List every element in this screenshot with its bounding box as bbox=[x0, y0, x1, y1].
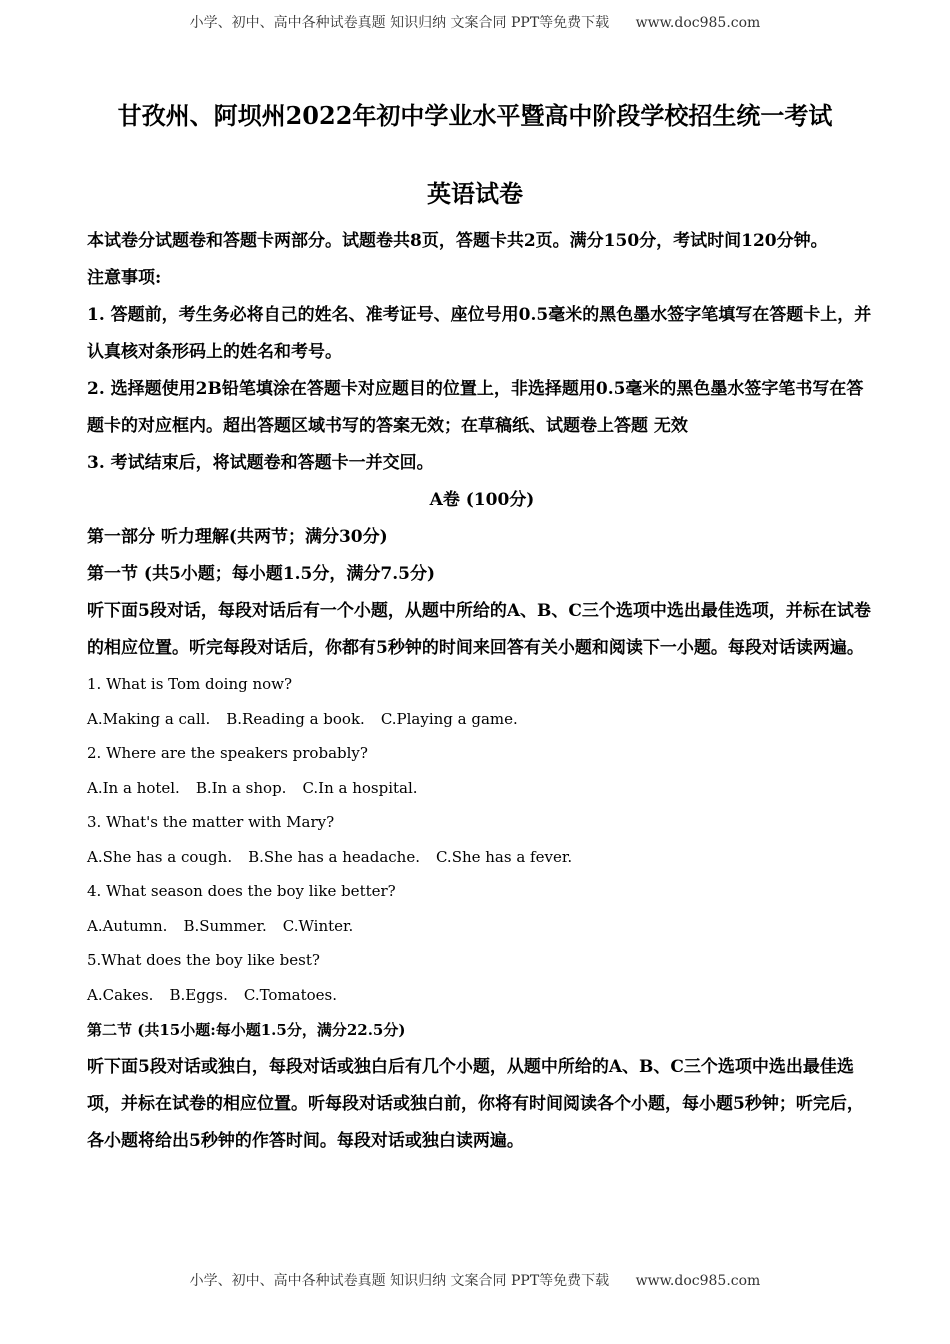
option-a: A.Autumn. bbox=[87, 916, 168, 935]
question-3: 3. What's the matter with Mary? bbox=[87, 813, 335, 831]
question-2: 2. Where are the speakers probably? bbox=[87, 744, 368, 762]
footer-text: 小学、初中、高中各种试卷真题 知识归纳 文案合同 PPT等免费下载 bbox=[189, 1273, 610, 1289]
option-b: B.Reading a book. bbox=[226, 709, 365, 728]
volume-a-heading: A卷 (100分) bbox=[429, 490, 535, 510]
section1-heading: 第一节 (共5小题；每小题1.5分，满分7.5分) bbox=[87, 564, 435, 584]
header-site[interactable]: www.doc985.com bbox=[635, 15, 761, 31]
option-c: C.Winter. bbox=[282, 916, 354, 935]
exam-subtitle: 英语试卷 bbox=[427, 179, 523, 208]
note-item: 2. 选择题使用2B铅笔填涂在答题卡对应题目的位置上，非选择题用0.5毫米的黑色墨水签字笔书写在答题卡的对应框内。超出答题区域书写的答案无效；在草稿纸、试题卷上答题 无效 bbox=[87, 379, 864, 436]
options-3 bbox=[87, 840, 877, 875]
option-a: A.Making a call. bbox=[87, 709, 211, 728]
option-a: A.She has a cough. bbox=[87, 847, 233, 866]
part1-heading: 第一部分 听力理解(共两节；满分30分) bbox=[87, 527, 388, 547]
note-item: 1. 答题前，考生务必将自己的姓名、准考证号、座位号用0.5毫米的黑色墨水签字笔填写在答题卡上，并认真核对条形码上的姓名和考号。 bbox=[87, 305, 872, 362]
question-5: 5.What does the boy like best? bbox=[87, 951, 320, 969]
document-body bbox=[87, 223, 877, 1160]
option-b: B.She has a headache. bbox=[248, 847, 420, 866]
option-b: B.Summer. bbox=[183, 916, 267, 935]
option-c: C.Tomatoes. bbox=[243, 985, 338, 1004]
note-item: 3. 考试结束后，将试题卷和答题卡一并交回。 bbox=[87, 453, 434, 473]
question-1: 1. What is Tom doing now? bbox=[87, 675, 293, 693]
page-header bbox=[0, 12, 950, 32]
section2-heading: 第二节 (共15小题:每小题1.5分，满分22.5分) bbox=[87, 1021, 406, 1039]
question-4: 4. What season does the boy like better? bbox=[87, 882, 396, 900]
option-a: A.In a hotel. bbox=[87, 778, 180, 797]
section2-instructions: 听下面5段对话或独白，每段对话或独白后有几个小题，从题中所给的A、B、C三个选项中选出最佳选项，并标在试卷的相应位置。听每段对话或独白前，你将有时间阅读各个小题，每小题5秒钟；听完后，各小题将给出5秒钟的作答时间。每段对话或独白读两遍。 bbox=[87, 1057, 864, 1151]
header-text: 小学、初中、高中各种试卷真题 知识归纳 文案合同 PPT等免费下载 bbox=[189, 15, 610, 31]
option-c: C.She has a fever. bbox=[435, 847, 573, 866]
option-c: C.Playing a game. bbox=[380, 709, 518, 728]
page-footer bbox=[0, 1270, 950, 1290]
notes-heading: 注意事项: bbox=[87, 268, 162, 288]
section1-instructions: 听下面5段对话，每段对话后有一个小题，从题中所给的A、B、C三个选项中选出最佳选项，并标在试卷的相应位置。听完每段对话后，你都有5秒钟的时间来回答有关小题和阅读下一小题。每段对话读两遍。 bbox=[87, 601, 871, 658]
options-1 bbox=[87, 702, 877, 737]
option-a: A.Cakes. bbox=[87, 985, 154, 1004]
option-c: C.In a hospital. bbox=[302, 778, 418, 797]
exam-title: 甘孜州、阿坝州2022年初中学业水平暨高中阶段学校招生统一考试 bbox=[117, 101, 833, 130]
option-b: B.In a shop. bbox=[195, 778, 287, 797]
options-5 bbox=[87, 978, 877, 1013]
option-b: B.Eggs. bbox=[169, 985, 228, 1004]
options-2 bbox=[87, 771, 877, 806]
footer-site[interactable]: www.doc985.com bbox=[635, 1273, 761, 1289]
options-4 bbox=[87, 909, 877, 944]
intro-text: 本试卷分试题卷和答题卡两部分。试题卷共8页，答题卡共2页。满分150分，考试时间120分钟。 bbox=[87, 231, 828, 251]
